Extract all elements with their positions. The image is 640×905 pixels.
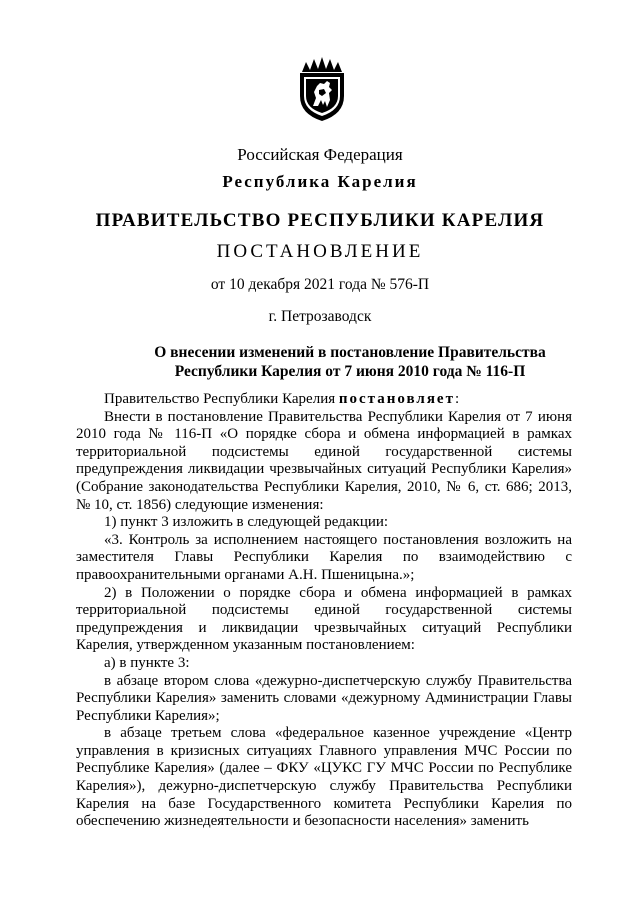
document-body — [76, 391, 572, 831]
paragraph-7: в абзаце третьем слова «федеральное казенное учреждение «Центр управления в кризисных ситуациях Главного управления МЧС России по Республике Карелия» (далее – ФКУ «ЦУКС ГУ МЧС России по Республике Карелия»), дежурно-диспетчерскую службу Правительства Республики Карелия на базе Государственного комитета Республики Карелия по обеспечению жизнедеятельности и безопасности населения» заменить — [76, 725, 572, 830]
coat-of-arms-emblem — [296, 56, 348, 122]
government-title: ПРАВИТЕЛЬСТВО РЕСПУБЛИКИ КАРЕЛИЯ — [95, 210, 545, 231]
document-date-number: от 10 декабря 2021 года № 576-П — [210, 276, 430, 293]
document-type: ПОСТАНОВЛЕНИЕ — [216, 241, 424, 262]
paragraph-6: в абзаце втором слова «дежурно-диспетчерскую службу Правительства Республики Карелия» заменить словами «дежурному Администрации Главы Республики Карелия»; — [76, 672, 572, 724]
country-name: Российская Федерация — [237, 145, 403, 164]
subject-line-2: Республики Карелия от 7 июня 2010 года № 116-П — [174, 363, 526, 380]
intro-suffix: : — [454, 391, 460, 407]
document-city: г. Петрозаводск — [268, 308, 372, 325]
subject-line-1: О внесении изменений в постановление Правительства — [154, 344, 546, 361]
intro-paragraph — [76, 391, 572, 409]
paragraph-4: 2) в Положении о порядке сбора и обмена информацией в рамках территориальной подсистемы единой государственной системы предупреждения и ликвидации чрезвычайных ситуаций Республики Карелия, утвержденном указанным постановлением: — [76, 584, 572, 654]
paragraph-5: а) в пункте 3: — [104, 654, 190, 671]
paragraph-1: Внести в постановление Правительства Республики Карелия от 7 июня 2010 года № 116-П «О порядке сбора и обмена информацией в рамках территориальной подсистемы единой государственной системы предупреждения ликвидации чрезвычайных ситуаций Республики Карелия» (Собрание законодательства Республики Карелия, 2010, № 6, ст. 686; 2013, № 10, ст. 1856) следующие изменения: — [76, 408, 572, 513]
republic-name: Республика Карелия — [222, 172, 418, 191]
intro-verb: постановляет — [338, 391, 455, 407]
paragraph-2: 1) пункт 3 изложить в следующей редакции: — [104, 514, 389, 531]
intro-prefix: Правительство Республики Карелия — [104, 391, 339, 407]
document-subject — [150, 343, 550, 381]
paragraph-3: «3. Контроль за исполнением настоящего постановления возложить на заместителя Главы Республики Карелия по взаимодействию с правоохранительными органами А.Н. Пшеницына.»; — [76, 531, 572, 583]
